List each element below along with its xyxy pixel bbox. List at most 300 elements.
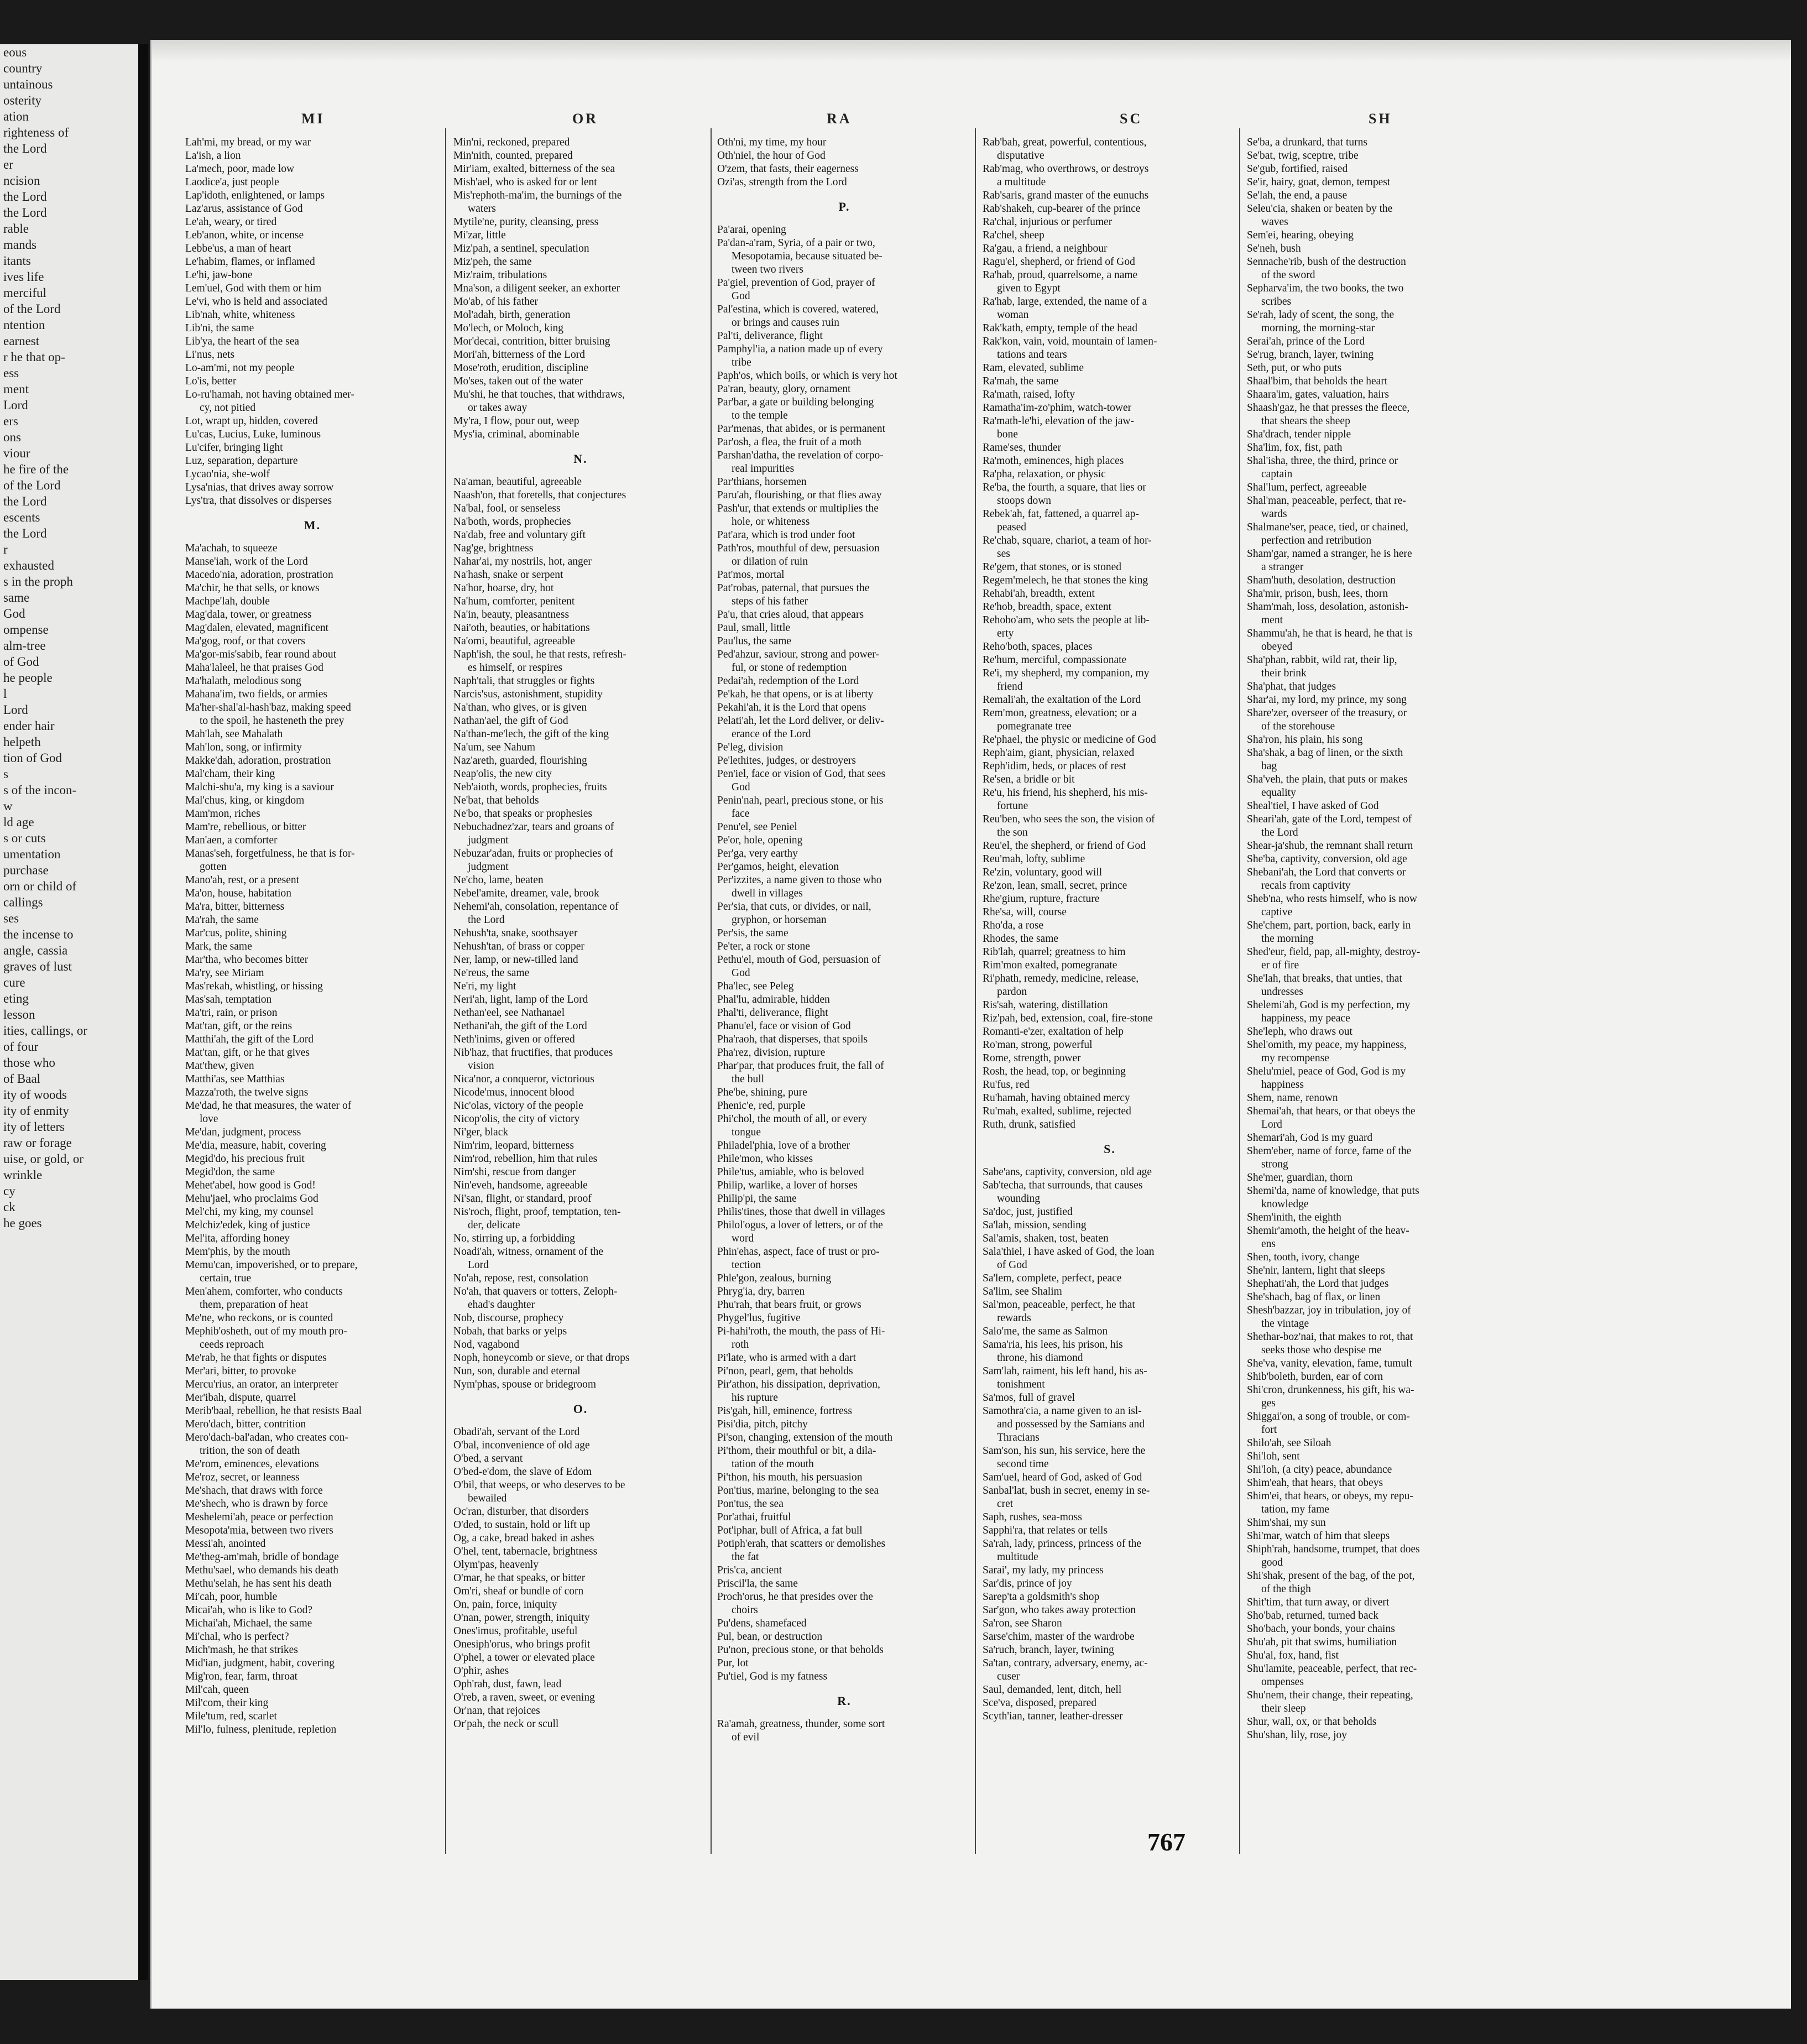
dictionary-entry: O'hel, tent, tabernacle, brightness [453, 1546, 598, 1557]
dictionary-entry: Na'aman, beautiful, agreeable [453, 476, 582, 488]
entry-continuation: peased [997, 522, 1027, 533]
dictionary-entry: Pha'raoh, that disperses, that spoils [717, 1034, 868, 1045]
dictionary-entry: Nob, discourse, prophecy [453, 1312, 564, 1324]
entry-continuation: the fat [732, 1551, 759, 1563]
dictionary-entry: O'mar, he that speaks, or bitter [453, 1572, 586, 1584]
dictionary-entry: Shiggai'on, a song of trouble, or com- [1247, 1411, 1410, 1422]
dictionary-entry: Sham'gar, named a stranger, he is here [1247, 548, 1412, 560]
dictionary-entry: Lah'mi, my bread, or my war [185, 137, 311, 148]
dictionary-entry: Pamphyl'ia, a nation made up of every [717, 343, 883, 355]
dictionary-entry: Nobah, that barks or yelps [453, 1326, 567, 1337]
dictionary-entry: Mero'dach, bitter, contrition [185, 1419, 306, 1430]
section-letter: M. [304, 518, 321, 532]
dictionary-entry: Sarai', my lady, my princess [983, 1565, 1104, 1576]
dictionary-entry: Pe'lethites, judges, or destroyers [717, 755, 857, 766]
dictionary-entry: Ramatha'im-zo'phim, watch-tower [983, 402, 1132, 414]
entry-continuation: certain, true [200, 1273, 252, 1284]
dictionary-entry: Sam'uel, heard of God, asked of God [983, 1472, 1142, 1483]
dictionary-entry: Om'ri, sheaf or bundle of corn [453, 1586, 584, 1597]
dictionary-entry: Lem'uel, God with them or him [185, 283, 322, 294]
dictionary-entry: Shesh'bazzar, joy in tribulation, joy of [1247, 1305, 1411, 1316]
dictionary-entry: Nun, son, durable and eternal [453, 1365, 581, 1377]
dictionary-entry: Shu'nem, their change, their repeating, [1247, 1690, 1413, 1701]
entry-continuation: ment [1261, 614, 1283, 626]
entry-continuation: or dilation of ruin [732, 556, 808, 567]
dictionary-entry: Sennache'rib, bush of the destruction [1247, 256, 1406, 268]
dictionary-entry: Naph'tali, that struggles or fights [453, 675, 595, 687]
entry-continuation: face [732, 808, 750, 820]
dictionary-entry: Sarep'ta a goldsmith's shop [983, 1591, 1100, 1603]
entry-continuation: of evil [732, 1732, 760, 1743]
dictionary-entry: Mid'ian, judgment, habit, covering [185, 1657, 335, 1669]
dictionary-entry: Le'habim, flames, or inflamed [185, 256, 315, 268]
entry-continuation: woman [997, 309, 1029, 321]
prev-page-line: those who [3, 1056, 55, 1070]
prev-page-line: the Lord [3, 526, 47, 540]
dictionary-entry: Se'ir, hairy, goat, demon, tempest [1247, 176, 1391, 188]
dictionary-entry: Sem'ei, hearing, obeying [1247, 230, 1354, 241]
dictionary-entry: Pon'tus, the sea [717, 1498, 784, 1510]
prev-page-line: same [3, 591, 30, 604]
dictionary-entry: Pau'lus, the same [717, 635, 792, 647]
prev-page-line: helpeth [3, 735, 41, 749]
dictionary-entry: La'mech, poor, made low [185, 163, 295, 175]
entry-continuation: love [200, 1113, 218, 1125]
dictionary-entry: Ragu'el, shepherd, or friend of God [983, 256, 1135, 268]
prev-page-line: r [3, 543, 8, 556]
dictionary-entry: Shur, wall, ox, or that beholds [1247, 1716, 1377, 1728]
dictionary-entry: She'ba, captivity, conversion, old age [1247, 853, 1407, 865]
dictionary-entry: Ruth, drunk, satisfied [983, 1119, 1075, 1130]
dictionary-entry: Nod, vagabond [453, 1339, 520, 1350]
entry-continuation: bone [997, 429, 1018, 440]
column-rule [711, 128, 712, 1854]
dictionary-entry: Ma'on, house, habitation [185, 888, 291, 899]
section-letter: O. [573, 1402, 588, 1416]
dictionary-entry: Se'bat, twig, sceptre, tribe [1247, 150, 1359, 161]
prev-page-line: untainous [3, 77, 53, 91]
entry-continuation: given to Egypt [997, 283, 1061, 294]
dictionary-entry: Ra'hab, proud, quarrelsome, a name [983, 269, 1138, 281]
dictionary-entry: Mero'dach-bal'adan, who creates con- [185, 1432, 349, 1443]
dictionary-entry: Lib'ni, the same [185, 322, 254, 334]
dictionary-entry: Shen, tooth, ivory, change [1247, 1252, 1360, 1263]
prev-page-line: the Lord [3, 142, 47, 155]
dictionary-entry: Pi'thom, their mouthful or bit, a dila- [717, 1445, 876, 1457]
dictionary-entry: Mas'sah, temptation [185, 994, 272, 1005]
dictionary-entry: Mu'shi, he that touches, that withdraws, [453, 389, 625, 400]
dictionary-entry: Shi'mar, watch of him that sleeps [1247, 1530, 1390, 1542]
dictionary-entry: Re'zin, voluntary, good will [983, 867, 1103, 878]
dictionary-entry: Manse'iah, work of the Lord [185, 556, 308, 567]
dictionary-entry: Ne'reus, the same [453, 967, 530, 979]
dictionary-entry: Per'gamos, height, elevation [717, 861, 839, 873]
dictionary-entry: Re'gem, that stones, or is stoned [983, 561, 1122, 573]
entry-continuation: tween two rivers [732, 264, 803, 275]
dictionary-entry: Le'vi, who is held and associated [185, 296, 327, 307]
dictionary-entry: She'chem, part, portion, back, early in [1247, 920, 1411, 931]
dictionary-entry: Mir'iam, exalted, bitterness of the sea [453, 163, 615, 175]
dictionary-entry: Mel'chi, my king, my counsel [185, 1206, 314, 1218]
entry-continuation: wounding [997, 1193, 1040, 1204]
dictionary-entry: Romanti-e'zer, exaltation of help [983, 1026, 1124, 1037]
entry-continuation: second time [997, 1458, 1049, 1470]
dictionary-entry: Sha'lim, fox, fist, path [1247, 442, 1343, 453]
prev-page-line: mands [3, 238, 37, 252]
dictionary-entry: Per'ga, very earthy [717, 848, 798, 859]
dictionary-entry: Mat'tan, gift, or he that gives [185, 1047, 310, 1058]
dictionary-entry: Methu'sael, who demands his death [185, 1565, 338, 1576]
dictionary-entry: My'ra, I flow, pour out, weep [453, 415, 579, 427]
entry-continuation: fortune [997, 800, 1028, 812]
prev-page-line: s in the proph [3, 575, 73, 588]
prev-page-line: the Lord [3, 190, 47, 204]
dictionary-entry: Oth'ni, my time, my hour [717, 137, 827, 148]
dictionary-entry: Mehet'abel, how good is God! [185, 1180, 316, 1191]
dictionary-entry: Me'shach, that draws with force [185, 1485, 323, 1496]
dictionary-entry: Philip'pi, the same [717, 1193, 797, 1204]
dictionary-entry: Ne'bo, that speaks or prophesies [453, 808, 592, 820]
dictionary-entry: Me'rab, he that fights or disputes [185, 1352, 327, 1364]
dictionary-entry: Miz'peh, the same [453, 256, 532, 268]
prev-page-line: itants [3, 254, 31, 268]
prev-page-line: rable [3, 222, 29, 236]
dictionary-entry: Shal'isha, three, the third, prince or [1247, 455, 1398, 467]
dictionary-entry: Reu'ben, who sees the son, the vision of [983, 814, 1155, 825]
dictionary-entry: Me'dia, measure, habit, covering [185, 1140, 326, 1151]
dictionary-entry: Rab'saris, grand master of the eunuchs [983, 190, 1149, 201]
entry-continuation: roth [732, 1339, 749, 1350]
dictionary-entry: Mich'mash, he that strikes [185, 1644, 298, 1656]
dictionary-entry: Mys'ia, criminal, abominable [453, 429, 579, 440]
dictionary-entry: Pa'u, that cries aloud, that appears [717, 609, 864, 620]
dictionary-entry: Min'ni, reckoned, prepared [453, 137, 570, 148]
dictionary-entry: Na'hor, hoarse, dry, hot [453, 582, 554, 594]
dictionary-entry: Pe'ter, a rock or stone [717, 941, 810, 952]
dictionary-entry: Sheal'tiel, I have asked of God [1247, 800, 1379, 812]
dictionary-entry: Phanu'el, face or vision of God [717, 1020, 851, 1032]
dictionary-entry: Narcis'sus, astonishment, stupidity [453, 689, 603, 700]
dictionary-entry: Ra'gau, a friend, a neighbour [983, 243, 1108, 254]
dictionary-entry: Lo-am'mi, not my people [185, 362, 295, 374]
dictionary-entry: Mag'dala, tower, or greatness [185, 609, 312, 620]
prev-page-line: the Lord [3, 494, 47, 508]
dictionary-entry: Lot, wrapt up, hidden, covered [185, 415, 318, 427]
dictionary-entry: Phar'par, that produces fruit, the fall of [717, 1060, 884, 1072]
running-head-2: OR [572, 111, 598, 127]
dictionary-entry: Pa'arai, opening [717, 224, 786, 236]
dictionary-entry: Rhe'sa, will, course [983, 906, 1067, 918]
dictionary-entry: Philis'tines, those that dwell in villages [717, 1206, 885, 1218]
prev-page-line: callings [3, 895, 43, 909]
dictionary-entry: Phile'mon, who kisses [717, 1153, 813, 1165]
dictionary-entry: Nehush'tan, of brass or copper [453, 941, 584, 952]
dictionary-entry: She'leph, who draws out [1247, 1026, 1352, 1037]
dictionary-entry: O'bal, inconvenience of old age [453, 1440, 590, 1451]
dictionary-entry: Na'hum, comforter, penitent [453, 596, 575, 607]
dictionary-entry: Na'bal, fool, or senseless [453, 503, 561, 514]
dictionary-entry: Shu'ah, pit that swims, humiliation [1247, 1636, 1397, 1648]
dictionary-entry: Sal'amis, shaken, tost, beaten [983, 1233, 1109, 1244]
dictionary-entry: Ris'sah, watering, distillation [983, 999, 1108, 1011]
dictionary-entry: Sha'ron, his plain, his song [1247, 734, 1363, 745]
dictionary-entry: Penu'el, see Peniel [717, 821, 797, 833]
dictionary-entry: Mark, the same [185, 941, 252, 952]
dictionary-entry: Shu'al, fox, hand, fist [1247, 1650, 1339, 1661]
prev-page-line: the Lord [3, 206, 47, 220]
dictionary-entry: Sha'mir, prison, bush, lees, thorn [1247, 588, 1388, 599]
prev-page-line: r he that op- [3, 350, 65, 364]
dictionary-entry: Mori'ah, bitterness of the Lord [453, 349, 585, 361]
dictionary-entry: Sa'doc, just, justified [983, 1206, 1073, 1218]
entry-continuation: his rupture [732, 1392, 778, 1404]
entry-continuation: the vintage [1261, 1318, 1309, 1329]
dictionary-entry: Ram, elevated, sublime [983, 362, 1084, 374]
dictionary-entry: Ra'amah, greatness, thunder, some sort [717, 1718, 885, 1730]
dictionary-entry: Ni'ger, black [453, 1127, 509, 1138]
entry-continuation: stoops down [997, 495, 1052, 507]
prev-page-line: tion of God [3, 751, 62, 765]
dictionary-entry: Shalmane'ser, peace, tied, or chained, [1247, 522, 1408, 533]
dictionary-entry: Pul, bean, or destruction [717, 1631, 823, 1642]
dictionary-entry: Pal'ti, deliverance, flight [717, 330, 823, 342]
dictionary-entry: Ma'ry, see Miriam [185, 967, 264, 979]
dictionary-entry: Se'gub, fortified, raised [1247, 163, 1348, 175]
dictionary-entry: Sanbal'lat, bush in secret, enemy in se- [983, 1485, 1150, 1496]
dictionary-entry: Pa'ran, beauty, glory, ornament [717, 383, 851, 395]
dictionary-entry: Mna'son, a diligent seeker, an exhorter [453, 283, 620, 294]
dictionary-entry: Sha'phan, rabbit, wild rat, their lip, [1247, 654, 1397, 666]
prev-page-line: earnest [3, 334, 40, 348]
dictionary-entry: Mish'ael, who is asked for or lent [453, 176, 597, 188]
dictionary-entry: Regem'melech, he that stones the king [983, 575, 1148, 586]
dictionary-entry: Phal'ti, deliverance, flight [717, 1007, 828, 1019]
dictionary-entry: Ma'her-shal'al-hash'baz, making speed [185, 702, 351, 713]
dictionary-entry: Pur, lot [717, 1657, 749, 1669]
dictionary-entry: Na'dab, free and voluntary gift [453, 529, 586, 541]
dictionary-entry: Lap'idoth, enlightened, or lamps [185, 190, 325, 201]
dictionary-entry: Potiph'erah, that scatters or demolishes [717, 1538, 886, 1550]
dictionary-entry: Par'bar, a gate or building belonging [717, 397, 874, 408]
dictionary-entry: Ra'pha, relaxation, or physic [983, 468, 1106, 480]
entry-continuation: steps of his father [732, 596, 808, 607]
dictionary-entry: Shaash'gaz, he that presses the fleece, [1247, 402, 1410, 414]
entry-continuation: their brink [1261, 668, 1307, 679]
entry-continuation: of the sword [1261, 269, 1315, 281]
dictionary-entry: Ru'mah, exalted, sublime, rejected [983, 1106, 1131, 1117]
dictionary-entry: Mephib'osheth, out of my mouth pro- [185, 1326, 347, 1337]
dictionary-entry: Phal'lu, admirable, hidden [717, 994, 830, 1005]
dictionary-entry: Mile'tum, red, scarlet [185, 1711, 277, 1722]
dictionary-entry: Neap'olis, the new city [453, 768, 552, 780]
dictionary-entry: Shammu'ah, he that is heard, he that is [1247, 628, 1413, 639]
dictionary-entry: Ones'imus, profitable, useful [453, 1625, 578, 1637]
dictionary-entry: Shethar-boz'nai, that makes to rot, that [1247, 1331, 1413, 1343]
column-2 [453, 136, 708, 1731]
dictionary-entry: Se'neh, bush [1247, 243, 1301, 254]
entry-continuation: trition, the son of death [200, 1445, 300, 1457]
dictionary-entry: Messi'ah, anointed [185, 1538, 266, 1550]
dictionary-entry: Sheb'na, who rests himself, who is now [1247, 893, 1417, 905]
dictionary-entry: Obadi'ah, servant of the Lord [453, 1426, 580, 1438]
dictionary-entry: Sham'huth, desolation, destruction [1247, 575, 1396, 586]
prev-page-line: alm-tree [3, 639, 46, 653]
dictionary-entry: Phile'tus, amiable, who is beloved [717, 1166, 864, 1178]
entry-continuation: the Lord [468, 914, 505, 926]
dictionary-entry: Mar'tha, who becomes bitter [185, 954, 309, 966]
dictionary-entry: Rab'mag, who overthrows, or destroys [983, 163, 1149, 175]
dictionary-entry: Nethan'eel, see Nathanael [453, 1007, 565, 1019]
dictionary-entry: Michai'ah, Michael, the same [185, 1618, 312, 1629]
dictionary-entry: Naz'areth, guarded, flourishing [453, 755, 587, 766]
dictionary-entry: Na'than-me'lech, the gift of the king [453, 728, 609, 740]
dictionary-entry: O'bil, that weeps, or who deserves to be [453, 1479, 625, 1491]
entry-continuation: gotten [200, 861, 227, 873]
dictionary-entry: Mah'lon, song, or infirmity [185, 742, 302, 753]
dictionary-entry: Neb'aioth, words, prophecies, fruits [453, 781, 607, 793]
prev-page-line: ons [3, 430, 21, 444]
dictionary-entry: Pi'son, changing, extension of the mouth [717, 1432, 893, 1443]
running-head-3: RA [827, 111, 852, 127]
previous-page-fragment [0, 44, 138, 1980]
dictionary-entry: Na'than, who gives, or is given [453, 702, 587, 713]
dictionary-entry: Re'chab, square, chariot, a team of hor- [983, 535, 1152, 546]
dictionary-entry: Pat'ara, which is trod under foot [717, 529, 855, 541]
dictionary-entry: Phu'rah, that bears fruit, or grows [717, 1299, 861, 1311]
dictionary-entry: Pot'iphar, bull of Africa, a fat bull [717, 1525, 863, 1536]
dictionary-entry: Sheari'ah, gate of the Lord, tempest of [1247, 814, 1412, 825]
dictionary-entry: Phygel'lus, fugitive [717, 1312, 801, 1324]
running-head-4: SC [1120, 111, 1143, 127]
entry-continuation: happiness [1261, 1079, 1304, 1091]
prev-page-line: of the Lord [3, 302, 61, 316]
dictionary-entry: Mer'ari, bitter, to provoke [185, 1365, 296, 1377]
dictionary-entry: Par'menas, that abides, or is permanent [717, 423, 886, 435]
dictionary-entry: Shi'loh, (a city) peace, abundance [1247, 1464, 1392, 1475]
entry-continuation: undresses [1261, 986, 1303, 998]
entry-continuation: ens [1261, 1238, 1276, 1250]
prev-page-line: angle, cassia [3, 943, 68, 957]
dictionary-entry: Riz'pah, bed, extension, coal, fire-stone [983, 1013, 1153, 1024]
dictionary-entry: Rib'lah, quarrel; greatness to him [983, 946, 1126, 958]
dictionary-entry: Shem'eber, name of force, fame of the [1247, 1145, 1412, 1157]
prev-page-line: country [3, 61, 43, 75]
dictionary-entry: Se'rug, branch, layer, twining [1247, 349, 1374, 361]
entry-continuation: Lord [1261, 1119, 1282, 1130]
prev-page-line: ncision [3, 174, 40, 187]
entry-continuation: or brings and causes ruin [732, 317, 839, 328]
dictionary-entry: Mas'rekah, whistling, or hissing [185, 981, 323, 992]
column-3 [717, 136, 972, 1744]
dictionary-entry: Shi'cron, drunkenness, his gift, his wa- [1247, 1384, 1414, 1396]
dictionary-entry: Ne'ri, my light [453, 981, 516, 992]
entry-continuation: tations and tears [997, 349, 1067, 361]
dictionary-entry: Maha'laleel, he that praises God [185, 662, 323, 674]
dictionary-entry: Shemai'ah, that hears, or that obeys the [1247, 1106, 1416, 1117]
dictionary-entry: Re'u, his friend, his shepherd, his mis- [983, 787, 1148, 799]
dictionary-entry: Noadi'ah, witness, ornament of the [453, 1246, 604, 1258]
dictionary-entry: Shiph'rah, handsome, trumpet, that does [1247, 1544, 1420, 1555]
dictionary-entry: Mose'roth, erudition, discipline [453, 362, 588, 374]
dictionary-entry: Pon'tius, marine, belonging to the sea [717, 1485, 879, 1496]
dictionary-entry: Me'dad, he that measures, the water of [185, 1100, 352, 1112]
prev-page-line: s [3, 767, 8, 781]
entry-continuation: the Lord [1261, 827, 1298, 838]
dictionary-entry: Ra'moth, eminences, high places [983, 455, 1124, 467]
dictionary-entry: Se'lah, the end, a pause [1247, 190, 1348, 201]
entry-continuation: pardon [997, 986, 1027, 998]
dictionary-entry: Re'i, my shepherd, my companion, my [983, 668, 1150, 679]
entry-continuation: waters [468, 203, 496, 215]
dictionary-entry: Nic'olas, victory of the people [453, 1100, 583, 1112]
dictionary-entry: She'shach, bag of flax, or linen [1247, 1291, 1381, 1303]
dictionary-entry: Olym'pas, heavenly [453, 1559, 539, 1571]
dictionary-entry: Serai'ah, prince of the Lord [1247, 336, 1365, 347]
dictionary-entry: Shim'shai, my sun [1247, 1517, 1326, 1529]
dictionary-entry: Mi'chal, who is perfect? [185, 1631, 289, 1642]
dictionary-entry: Megid'do, his precious fruit [185, 1153, 305, 1165]
dictionary-entry: Me'shech, who is drawn by force [185, 1498, 328, 1510]
dictionary-entry: Ne'cho, lame, beaten [453, 874, 544, 886]
dictionary-entry: Mat'thew, given [185, 1060, 254, 1072]
dictionary-entry: Rehobo'am, who sets the people at lib- [983, 614, 1150, 626]
dictionary-entry: Shim'eah, that hears, that obeys [1247, 1477, 1383, 1489]
dictionary-entry: Ra'chel, sheep [983, 230, 1044, 241]
dictionary-entry: Lycao'nia, she-wolf [185, 468, 270, 480]
prev-page-line: of Baal [3, 1072, 41, 1086]
entry-continuation: dwell in villages [732, 888, 803, 899]
entry-continuation: scribes [1261, 296, 1292, 307]
dictionary-entry: Sabe'ans, captivity, conversion, old age [983, 1166, 1152, 1178]
entry-continuation: friend [997, 681, 1023, 692]
entry-continuation: tation, my fame [1261, 1504, 1329, 1515]
dictionary-entry: Leb'anon, white, or incense [185, 230, 304, 241]
dictionary-entry: Re'hob, breadth, space, extent [983, 601, 1112, 613]
column-rule [975, 128, 976, 1854]
dictionary-entry: Pekahi'ah, it is the Lord that opens [717, 702, 866, 713]
section-letter: N. [573, 452, 588, 466]
entry-continuation: of God [997, 1259, 1027, 1271]
dictionary-entry: Naash'on, that foretells, that conjectures [453, 489, 626, 501]
dictionary-entry: Pat'robas, paternal, that pursues the [717, 582, 870, 594]
dictionary-entry: Pu'non, precious stone, or that beholds [717, 1644, 884, 1656]
dictionary-entry: Meshelemi'ah, peace or perfection [185, 1511, 333, 1523]
dictionary-entry: Nicode'mus, innocent blood [453, 1087, 575, 1098]
dictionary-entry: Me'theg-am'mah, bridle of bondage [185, 1551, 339, 1563]
dictionary-entry: Malchi-shu'a, my king is a saviour [185, 781, 334, 793]
dictionary-entry: Pu'tiel, God is my fatness [717, 1671, 828, 1682]
entry-continuation: perfection and retribution [1261, 535, 1372, 546]
dictionary-entry: Ni'san, flight, or standard, proof [453, 1193, 592, 1204]
dictionary-entry: Rhe'gium, rupture, fracture [983, 893, 1100, 905]
dictionary-entry: Lu'cas, Lucius, Luke, luminous [185, 429, 321, 440]
entry-continuation: bewailed [468, 1493, 507, 1504]
prev-page-line: he fire of the [3, 462, 69, 476]
entry-continuation: ful, or stone of redemption [732, 662, 847, 674]
dictionary-entry: Phryg'ia, dry, barren [717, 1286, 805, 1297]
dictionary-entry: Shaal'bim, that beholds the heart [1247, 376, 1388, 387]
entry-continuation: wards [1261, 508, 1287, 520]
dictionary-entry: Nis'roch, flight, proof, temptation, ten- [453, 1206, 621, 1218]
entry-continuation: cuser [997, 1671, 1020, 1682]
prev-page-line: l [3, 687, 7, 701]
dictionary-entry: Micai'ah, who is like to God? [185, 1604, 312, 1616]
dictionary-entry: Sama'ria, his lees, his prison, his [983, 1339, 1123, 1350]
prev-page-line: escents [3, 510, 40, 524]
dictionary-entry: Ma'halath, melodious song [185, 675, 301, 687]
dictionary-entry: Shim'ei, that hears, or obeys, my repu- [1247, 1490, 1413, 1502]
dictionary-entry: Machpe'lah, double [185, 596, 270, 607]
